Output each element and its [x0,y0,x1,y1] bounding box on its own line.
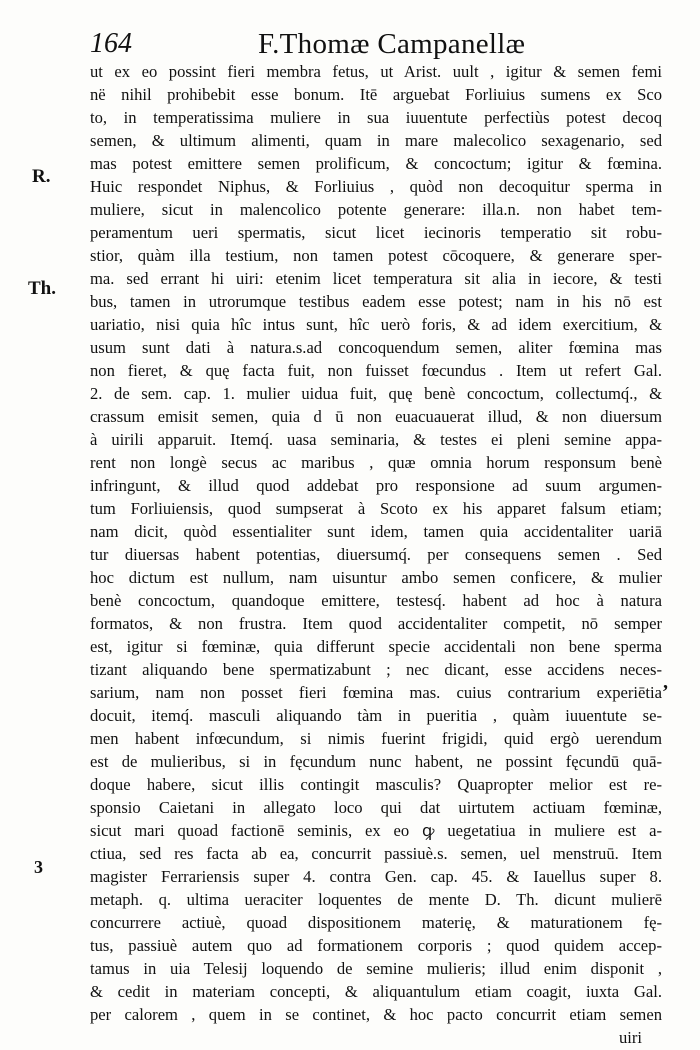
marginal-note-th: Th. [28,278,56,299]
text-line: mas potest emittere semen prolificum, & concoctum; igitur & fœmina. [90,154,662,173]
text-line: semen, & ultimum alimenti, quam in mare malecolico sexagenario, sed [90,131,662,150]
text-line: doque habere, sicut illis contingit masculis? Quapropter melior est re- [90,775,662,794]
text-line: tum Forliuiensis, quod sumpserat à Scoto ex his apparet falsum etiam; [90,499,662,518]
text-line: benè concoctum, quandoque emittere, testesq́. habent ad hoc à natura [90,591,662,610]
text-line: sponsio Caietani in allegato loco qui dat uirtutem actiuam fœminæ, [90,798,662,817]
text-line: magister Ferrariensis super 4. contra Gen. cap. 45. & Iauellus super 8. [90,867,662,886]
text-line: sarium, nam non posset fieri fœmina mas. cuius contrarium experiētia [90,683,662,702]
text-line: crassum emisit semen, quia d ū non euacuauerat illud, & non diuersum [90,407,662,426]
marginal-note-3: 3 [34,857,43,877]
text-line: tamus in uia Telesij loquendo de semine mulieris; illud enim disponit , [90,959,662,978]
text-line: uariatio, nisi quia hîc intus sunt, hîc uerò foris, & ad idem exercitium, & [90,315,662,334]
text-line: & cedit in materiam concepti, & aliquantulum etiam coagit, iuxta Gal. [90,982,662,1001]
text-line: muliere, sicut in malencolico potente generare: illa.n. non habet tem- [90,200,662,219]
text-line: bus, tamen in utrorumque testibus eadem esse potest; nam in his nō est [90,292,662,311]
text-line: sicut mari quoad factionē seminis, ex eo ꝙ uegetatiua in muliere est a- [90,821,662,840]
text-line: est de mulieribus, si in fęcundum nunc habent, ne possint fęcundū quā- [90,752,662,771]
text-line: hoc dictum est nullum, nam uisuntur ambo semen conficere, & mulier [90,568,662,587]
marginal-note-r: R. [32,166,51,187]
text-line: per calorem , quem in se continet, & hoc pacto concurrit etiam semen [90,1005,662,1024]
text-line: formatos, & non frustra. Item quod accidentaliter competit, nō semper [90,614,662,633]
text-line: tus, passiuè autem quo ad formationem corporis ; quod quidem accep- [90,936,662,955]
text-line: est, igitur si fœminæ, quia differunt specie accidentali non bene sperma [90,637,662,656]
text-line: në nihil prohibebit esse bonum. Itē arguebat Forliuius sumens ex Sco [90,85,662,104]
text-line: ut ex eo possint fieri membra fetus, ut Arist. uult , igitur & semen femi [90,62,662,81]
text-line: à uirili apparuit. Itemq́. uasa seminaria, & testes ei pleni semine appa- [90,430,662,449]
running-head: F.Thomæ Campanellæ [258,28,526,60]
catchword: uiri [618,1028,642,1047]
text-line: 2. de sem. cap. 1. mulier uidua fuit, quę benè concoctum, collectumq́., & [90,384,662,403]
text-line: to, in temperatissima muliere in sua iuuentute perfectiùs potest decoq [90,108,662,127]
text-line: tizant aliquando bene spermatizabunt ; nec dicant, esse accidens neces- [90,660,662,679]
body-text [90,60,662,1049]
text-line: ctiua, sed res facta ab ea, concurrit passiuè.s. semen, uel menstruū. Item [90,844,662,863]
text-line: infringunt, & illud quod addebat pro responsione ad suum argumen- [90,476,662,495]
text-line: non fieret, & quę facta fuit, non fuisset fœcundus . Item ut refert Gal. [90,361,662,380]
text-line: Huic respondet Niphus, & Forliuius , quòd non decoquitur sperma in [90,177,662,196]
text-line: concurrere actiuè, quoad dispositionem materię, & maturationem fę- [90,913,662,932]
text-line: peramentum ueri spermatis, sicut licet iecinoris temperatio sit robu- [90,223,662,242]
text-line: ma. sed errant hi uiri: etenim licet temperatura sit alia in iecore, & testi [90,269,662,288]
marginal-comma: , [663,671,668,693]
text-line: men habent infœcundum, si nimis fuerint frigidi, quid ergò uerendum [90,729,662,748]
text-line: tur diuersas habent potentias, diuersumq́. per consequens semen . Sed [90,545,662,564]
text-line: usum sunt dati à natura.s.ad concoquendum semen, aliter fœmina mas [90,338,662,357]
text-line: rent non longè secus ac maribus , quæ omnia horum responsum benè [90,453,662,472]
page-number: 164 [90,28,132,59]
text-line: nam dicit, quòd essentialiter sunt idem, tamen quia accidentaliter uariā [90,522,662,541]
text-line: docuit, itemq́. masculi aliquando tàm in pueritia , quàm iuuentute se- [90,706,662,725]
text-line: metaph. q. ultima ueraciter loquentes de mente D. Th. dicunt mulierē [90,890,662,909]
text-line: stior, quàm illa testium, non tamen potest cōcoquere, & generare sper- [90,246,662,265]
